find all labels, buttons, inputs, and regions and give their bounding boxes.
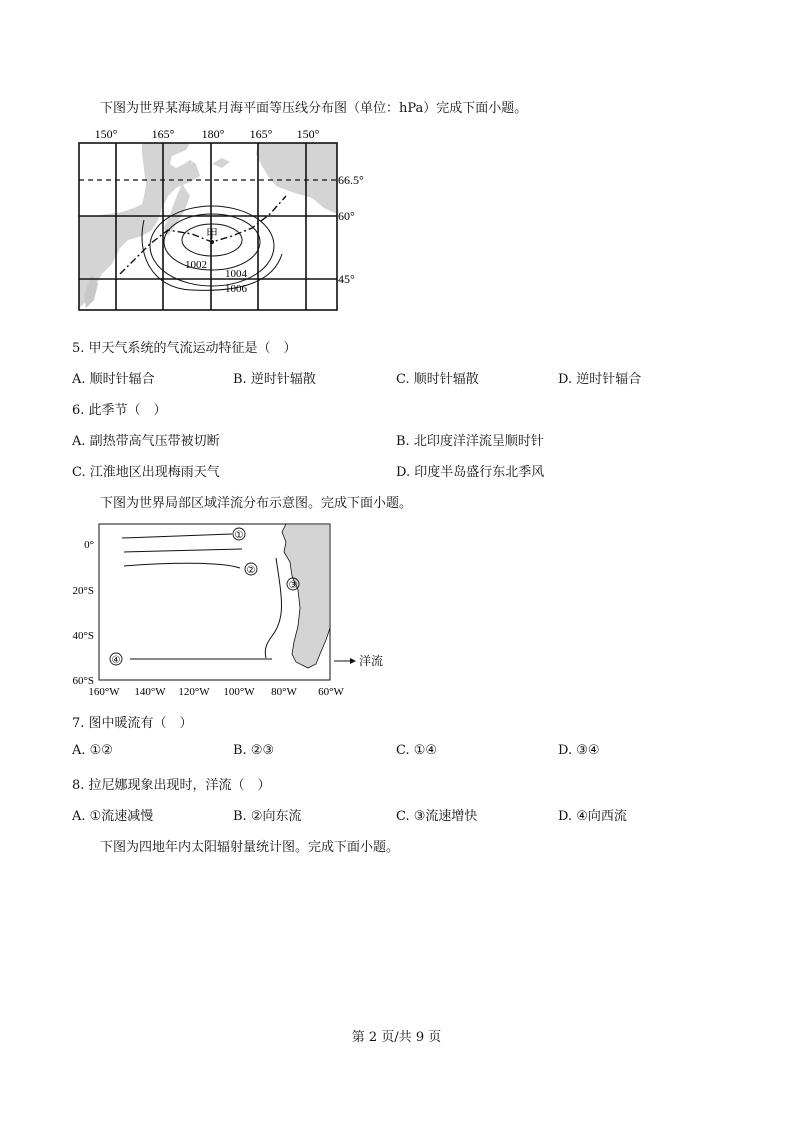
q6-option-b[interactable]: B. 北印度洋洋流呈顺时针	[396, 434, 544, 449]
lon-label: 180°	[201, 127, 225, 141]
lon-label: 100°W	[223, 686, 255, 698]
q6-stem: 6. 此季节（ ）	[72, 403, 167, 418]
lon-label: 80°W	[271, 686, 297, 698]
lon-label: 140°W	[134, 686, 166, 698]
lat-label: 40°S	[72, 630, 94, 642]
q5-option-c[interactable]: C. 顺时针辐散	[396, 372, 479, 387]
q5-option-d[interactable]: D. 逆时针辐合	[558, 372, 642, 387]
q8-option-c[interactable]: C. ③流速增快	[396, 809, 478, 824]
lon-label: 150°	[94, 127, 118, 141]
intro-map1: 下图为世界某海域某月海平面等压线分布图（单位：hPa）完成下面小题。	[100, 101, 528, 116]
current-label: ①	[234, 530, 244, 541]
q7-option-b[interactable]: B. ②③	[233, 743, 275, 758]
q7-stem: 7. 图中暖流有（ ）	[72, 716, 193, 731]
lon-label: 165°	[249, 127, 273, 141]
q6-option-d[interactable]: D. 印度半岛盛行东北季风	[396, 465, 545, 480]
q7-option-d[interactable]: D. ③④	[558, 743, 600, 758]
legend-label: 洋流	[359, 654, 384, 668]
isobar-label: 1002	[185, 259, 207, 271]
lat-label: 45°	[338, 272, 355, 286]
q7-option-c[interactable]: C. ①④	[396, 743, 438, 758]
lon-label: 150°	[296, 127, 320, 141]
intro-chart3: 下图为四地年内太阳辐射量统计图。完成下面小题。	[100, 840, 400, 855]
q6-option-c[interactable]: C. 江淮地区出现梅雨天气	[72, 465, 220, 480]
legend-arrow-icon	[334, 658, 356, 664]
isobar-map	[72, 124, 372, 324]
lon-label: 60°W	[318, 686, 344, 698]
lon-label: 160°W	[88, 686, 120, 698]
q5-option-a[interactable]: A. 顺时针辐合	[72, 372, 155, 387]
q7-option-a[interactable]: A. ①②	[72, 743, 113, 758]
page-number: 第 2 页/共 9 页	[351, 1030, 442, 1045]
isobar-label: 1004	[225, 268, 247, 280]
q8-option-b[interactable]: B. ②向东流	[233, 809, 302, 824]
center-label: 甲	[205, 227, 219, 241]
q8-option-d[interactable]: D. ④向西流	[558, 809, 627, 824]
current-label: ④	[111, 655, 121, 666]
q6-option-a[interactable]: A. 副热带高气压带被切断	[72, 434, 220, 449]
lon-label: 165°	[151, 127, 175, 141]
q8-stem: 8. 拉尼娜现象出现时，洋流（ ）	[72, 778, 271, 793]
isobar-label: 1006	[225, 283, 247, 295]
lat-label: 20°S	[72, 585, 94, 597]
q8-option-a[interactable]: A. ①流速减慢	[72, 809, 154, 824]
lat-label: 66.5°	[338, 173, 364, 187]
lat-label: 0°	[84, 539, 94, 551]
current-label: ②	[246, 565, 256, 576]
q5-option-b[interactable]: B. 逆时针辐散	[233, 372, 316, 387]
intro-map2: 下图为世界局部区域洋流分布示意图。完成下面小题。	[100, 496, 413, 511]
lon-label: 120°W	[178, 686, 210, 698]
lat-label: 60°S	[72, 675, 94, 687]
current-label: ③	[288, 580, 298, 591]
lat-label: 60°	[338, 209, 355, 223]
ocean-current-map	[72, 518, 392, 703]
q5-stem: 5. 甲天气系统的气流运动特征是（ ）	[72, 341, 297, 356]
